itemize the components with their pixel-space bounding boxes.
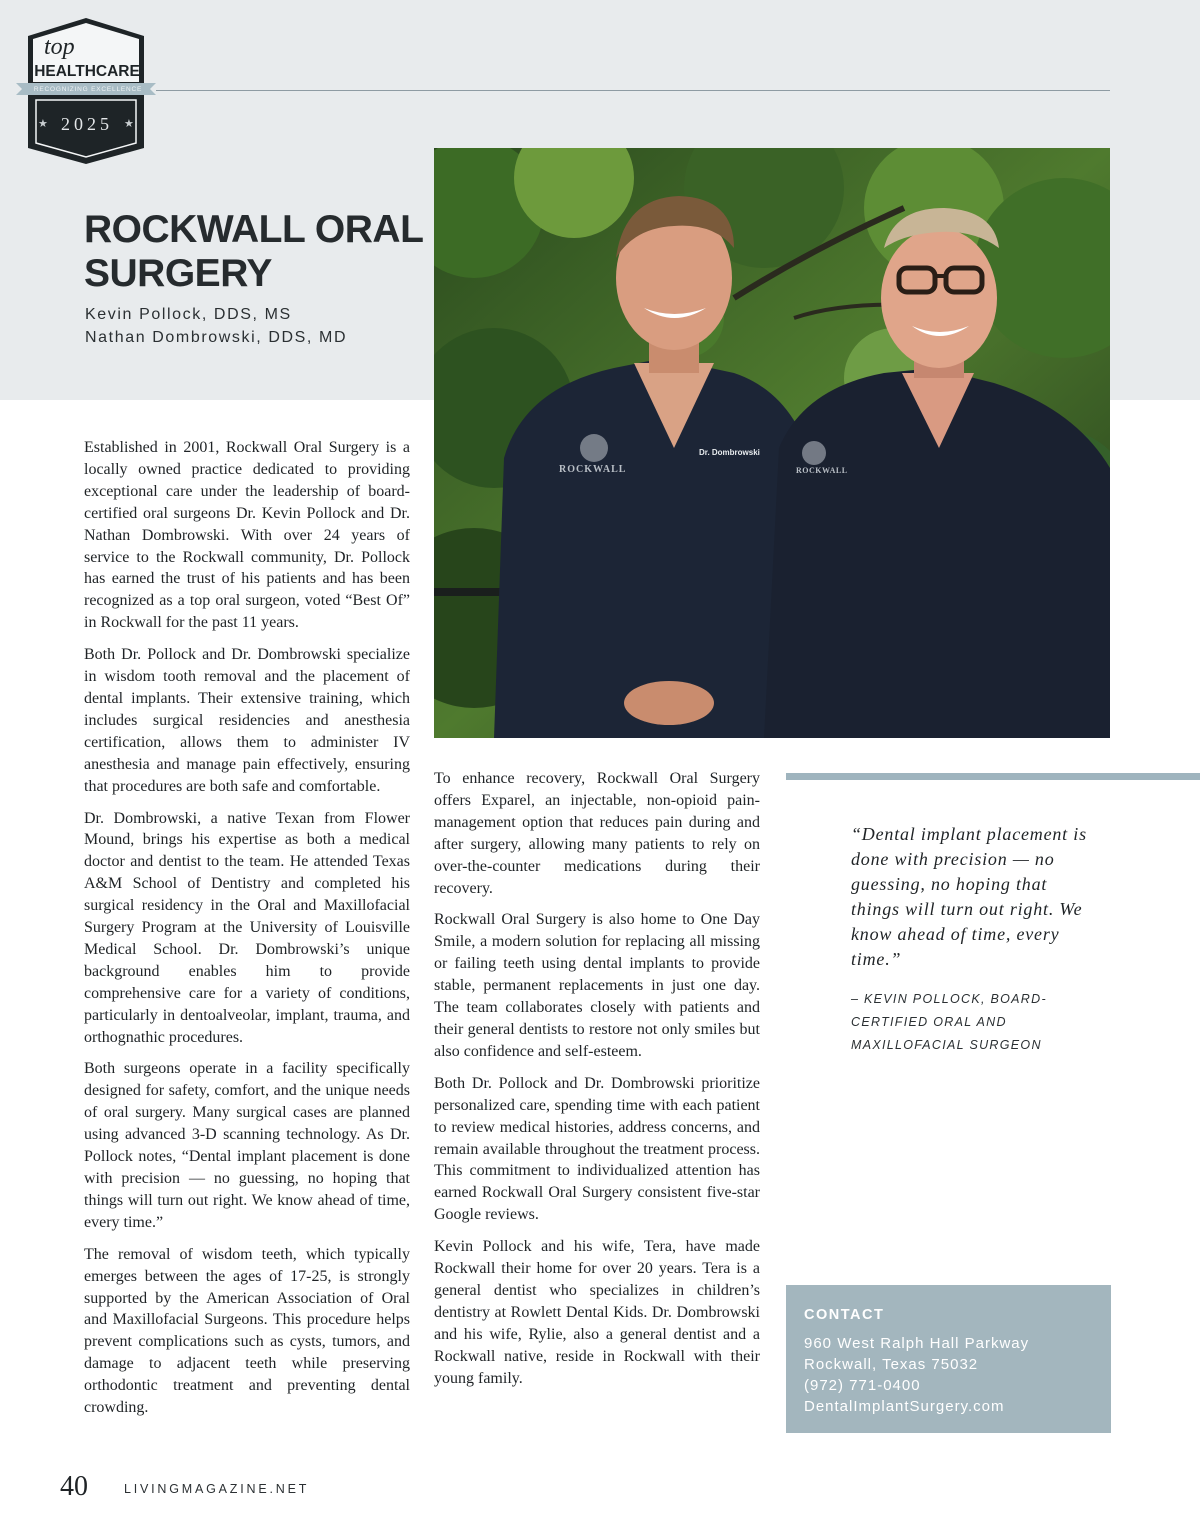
article-paragraph: To enhance recovery, Rockwall Oral Surgery offers Exparel, an injectable, non-opioid pain-management option that reduces pain during and after surgery, allowing many patients to rely on over-the-counter medications during their recovery. [434,770,760,897]
page-title: ROCKWALL ORAL SURGERY [84,208,423,295]
article-column-2 [434,768,760,1399]
article-paragraph: The removal of wisdom teeth, which typically emerges between the ages of 17-25, is strongly supported by the American Association of Oral and Maxillofacial Surgeons. This procedure helps prevent complications such as cysts, tumors, and damage to adjacent teeth while preserving orthodontic treatment and preventing dental crowding. [84,1245,410,1417]
article-paragraph: Both Dr. Pollock and Dr. Dombrowski prioritize personalized care, spending time with each patient to review medical histories, address concerns, and remain available throughout the treatment process. This commitment to individualized attention has earned Rockwall Oral Surgery consistent five-star Google reviews. [434,1074,760,1224]
article-paragraph: Kevin Pollock and his wife, Tera, have made Rockwall their home for over 20 years. Tera is a general dentist who specializes in children’s dentistry at Rowlett Dental Kids. Dr. Dombrowski and his wife, Rylie, also a general dentist and a Rockwall native, reside in Rockwall with their young family. [434,1238,760,1387]
star-icon: ★ [38,118,48,130]
contact-website-link[interactable]: DentalImplantSurgery.com [804,1398,1005,1415]
article-paragraph: Dr. Dombrowski, a native Texan from Flower Mound, brings his expertise as both a medical doctor and dentist to the team. He attended Texas A&M School of Dentistry and completed his surgical residency in the Oral and Maxillofacial Surgery Program at the University of Louisville Medical School. Dr. Dombrowski’s unique background enables him to provide comprehensive care for a variety of conditions, particularly in dentoalveolar, implant, trauma, and orthognathic procedures. [84,809,410,1046]
contact-heading: CONTACT [804,1307,885,1323]
article-column-1 [84,437,410,1429]
article-paragraph: Both Dr. Pollock and Dr. Dombrowski specialize in wisdom tooth removal and the placement of dental implants. Their extensive training, which includes surgical residencies and anesthesia certification, allows them to administer IV anesthesia and manage pain effectively, ensuring that procedures are both safe and comfortable. [84,646,410,795]
surgeons-photo [434,148,1110,738]
top-healthcare-badge [14,16,158,166]
pull-quote: “Dental implant placement is done with precision — no guessing, no hoping that things will turn out right. We know ahead of time, every time.” [851,824,1087,969]
article-paragraph: Established in 2001, Rockwall Oral Surgery is a locally owned practice dedicated to providing exceptional care under the leadership of board-certified oral surgeons Dr. Kevin Pollock and Dr. Nathan Dombrowski. With over 24 years of service to the Rockwall community, Dr. Pollock has earned the trust of his patients and has been recognized as a top oral surgeon, voted “Best Of” in Rockwall for the past 11 years. [84,439,410,632]
pull-quote-attribution: – KEVIN POLLOCK, BOARD-CERTIFIED ORAL AND MAXILLOFACIAL SURGEON [851,992,1047,1052]
star-icon: ★ [124,118,134,130]
badge-healthcare-word: HEALTHCARE [34,63,140,80]
badge-ribbon-text: RECOGNIZING EXCELLENCE [33,86,143,93]
scrub-name-tag: Dr. Dombrowski [699,448,760,457]
contact-address-line2: Rockwall, Texas 75032 [804,1356,979,1373]
header-rule [140,90,1110,91]
contact-address-line1: 960 West Ralph Hall Parkway [804,1335,1030,1352]
magazine-site-link[interactable]: LIVINGMAGAZINE.NET [124,1482,310,1496]
surgeons-photo-illustration [434,148,1110,738]
badge-year: 2025 [61,114,113,134]
article-paragraph: Both surgeons operate in a facility specifically designed for safety, comfort, and the unique needs of oral surgery. Many surgical cases are planned using advanced 3-D scanning technology. As Dr. Pollock notes, “Dental implant placement is done with precision — no guessing, no hoping that things will turn out right. We know ahead of time, every time.” [84,1060,410,1231]
article-paragraph: Rockwall Oral Surgery is also home to One Day Smile, a modern solution for replacing all missing or failing teeth using dental implants to provide stable, permanent replacements in just one day. The team collaborates closely with patients and their general dentists to restore not only smiles but also confidence and self-esteem. [434,911,760,1060]
scrub-embroidery-right: ROCKWALL [796,466,848,475]
pull-quote-rule [786,773,1200,780]
page-number: 40 [60,1471,88,1502]
contact-box [786,1285,1111,1433]
scrub-embroidery-left: ROCKWALL [559,464,627,475]
contact-phone[interactable]: (972) 771-0400 [804,1377,921,1394]
doctor-name: Kevin Pollock, DDS, MS [85,306,292,323]
doctor-name: Nathan Dombrowski, DDS, MD [85,329,348,346]
badge-top-word: top [44,34,75,60]
